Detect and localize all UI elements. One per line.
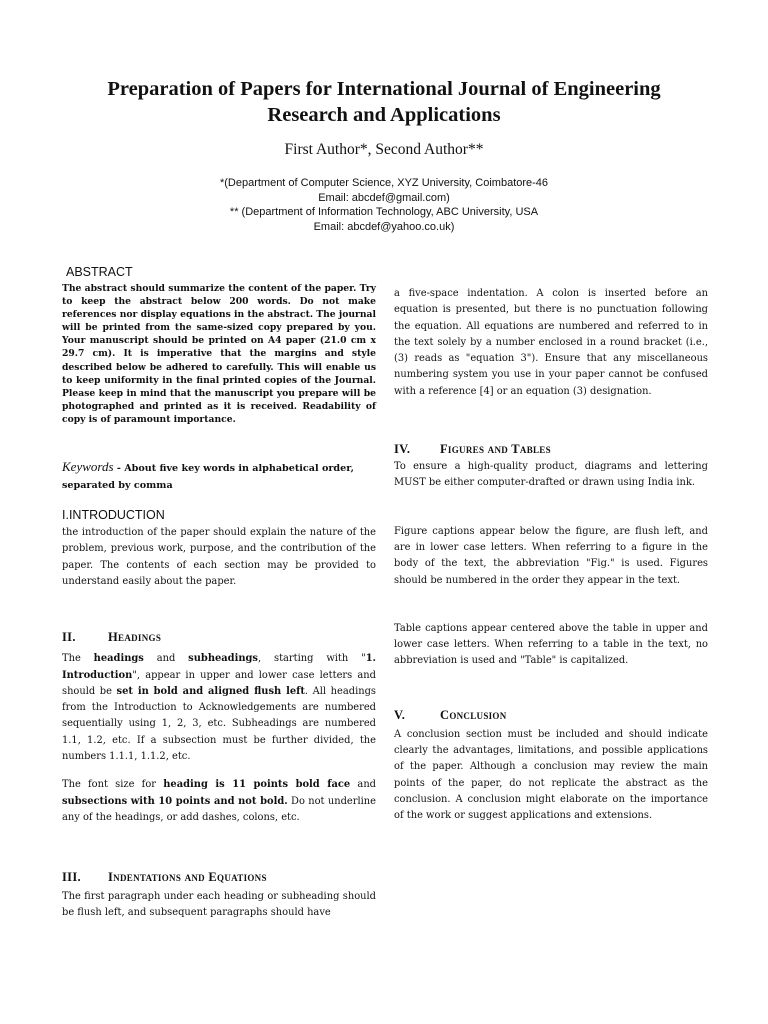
abstract-heading: ABSTRACT [66, 265, 133, 279]
indentations-paragraph-1: The first paragraph under each heading or subheading should be flush left, and subsequent paragraphs should have [62, 891, 376, 919]
tables-paragraph: Table captions appear centered above the table in upper and lower case letters. When referring to a table in the text, no abbreviation is used and "Table" is capitalized. [394, 622, 708, 667]
headings-paragraph-2: The font size for heading is 11 points bold face and subsections with 10 points and not bold. Do not underline any of the headings, or add dashes, colons, etc. [62, 779, 377, 823]
affiliations [40, 176, 728, 234]
headings-paragraph-1: The headings and subheadings, starting with "1. Introduction", appear in upper and lower case letters and should be set in bold and aligned flush left. All headings from the Introduction to Acknowledgements are numbered sequentially using 1, 2, 3, etc. Subheadings are numbered 1.1, 1.2, etc. If a subsection must be further divided, the numbers 1.1.1, 1.1.2, etc. [62, 653, 376, 762]
section-title: Figures and Tables [440, 442, 551, 457]
conclusion-section-heading [394, 708, 708, 723]
section-number: IV. [394, 442, 411, 457]
section-title: Indentations and Equations [108, 870, 267, 885]
paper-title [40, 76, 728, 128]
title-line-2: Research and Applications [267, 104, 501, 126]
keywords [62, 458, 376, 494]
keywords-label: Keywords [62, 459, 114, 475]
title-line-1: Preparation of Papers for International Journal of Engineering [107, 78, 661, 100]
left-column [62, 262, 376, 922]
introduction-heading: I.INTRODUCTION [62, 508, 165, 523]
section-number: V. [394, 707, 406, 722]
author-line: First Author*, Second Author** [284, 141, 484, 158]
affiliation-2: ** (Department of Information Technology, ABC University, USA [229, 206, 539, 218]
keywords-text: About five key words in alphabetical order, separated by comma [62, 463, 354, 492]
section-number: II. [62, 630, 76, 645]
email-2: Email: abcdef@yahoo.co.uk) [313, 220, 455, 233]
conclusion-paragraph: A conclusion section must be included and should indicate clearly the advantages, limitations, and possible applications of the paper. Although a conclusion may review the main points of the paper, do not replicate the abstract as the conclusion. A conclusion might elaborate on the importance of the work or suggest applications and extensions. [394, 728, 708, 822]
figures-paragraph-2: Figure captions appear below the figure, are flush left, and are in lower case letters. When referring to a figure in the body of the text, the abbreviation "Fig." is used. Figures should be numbered in the order they appear in the text. [394, 525, 708, 586]
section-title: Headings [108, 630, 162, 645]
figures-section-heading [394, 442, 708, 457]
indentations-paragraph-continued: a five-space indentation. A colon is inserted before an equation is presented, but there is no punctuation following the equation. All equations are numbered and referred to in the text solely by a number enclosed in a round bracket (i.e., (3) reads as "equation 3"). Ensure that any miscellaneous numbering system you use in your paper cannot be confused with a reference [4] or an equation (3) designation. [394, 288, 708, 397]
figures-paragraph-1: To ensure a high-quality product, diagrams and lettering MUST be either computer-drafted or drawn using India ink. [394, 461, 708, 489]
right-column [394, 262, 708, 825]
indentations-section-heading [62, 870, 376, 885]
introduction-text: the introduction of the paper should explain the nature of the problem, previous work, purpose, and the contribution of the paper. The contents of each section may be provided to understand easily about the paper. [62, 527, 376, 587]
abstract-text: The abstract should summarize the content of the paper. Try to keep the abstract below 200 words. Do not make references nor display equations in the abstract. The journal will be printed from the same-sized copy prepared by you. Your manuscript should be printed on A4 paper (21.0 cm x 29.7 cm). It is imperative that the margins and style described below be adhered to carefully. This will enable us to keep uniformity in the final printed copies of the Journal. Please keep in mind that the manuscript you prepare will be photographed and printed as it is received. Readability of copy is of paramount importance. [62, 283, 376, 425]
section-title: Conclusion [440, 707, 507, 722]
email-1: Email: abcdef@gmail.com) [318, 191, 450, 204]
keywords-separator: - [113, 463, 125, 475]
headings-section-heading [62, 630, 376, 645]
affiliation-1: *(Department of Computer Science, XYZ University, Coimbatore-46 [219, 177, 549, 189]
section-number: III. [62, 870, 81, 885]
